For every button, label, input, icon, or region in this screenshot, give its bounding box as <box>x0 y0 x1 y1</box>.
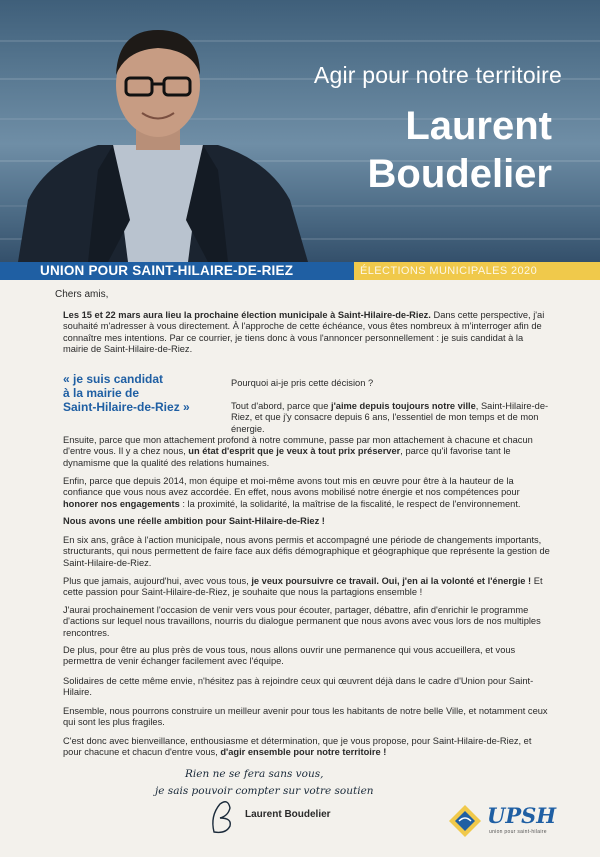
handwritten-line-1: Rien ne se fera sans vous, <box>185 768 324 780</box>
handwritten-line-2: je sais pouvoir compter sur votre soutien <box>155 785 374 797</box>
paragraph-continue: Plus que jamais, aujourd'hui, avec vous tous, je veux poursuivre ce travail. Oui, j'en ai la volonté et l'énergie ! Et cette passion pour Saint-Hilaire-de-Riez, je souhaite que nous la partagions ensemble ! <box>63 576 543 598</box>
paragraph-since-2014: Enfin, parce que depuis 2014, mon équipe et moi-même avons tout mis en œuvre pour être à la hauteur de la confiance que vous nous avez accordée. En effet, nous avons mobilisé notre énergie et nos compétences pour honorer nos engagements : la proximité, la solidarité, la maîtrise de la fiscalité, le respect de l'environnement. <box>63 476 521 509</box>
paragraph-together: Ensemble, nous pourrons construire un meilleur avenir pour tous les habitants de notre belle Ville, et notamment ceux qui sont les plus fragiles. <box>63 706 548 728</box>
candidate-portrait <box>18 20 308 262</box>
logo-subtext: union pour saint-hilaire <box>489 829 547 835</box>
pull-quote: « je suis candidat à la mairie de Saint-Hilaire-de-Riez » <box>63 372 190 414</box>
paragraph-meetings: J'aurai prochainement l'occasion de venir vers vous pour écouter, partager, débattre, afin d'enrichir le programme d'actions sur lequel nous travaillons, nourris du dialogue permanent que nous avons avec vous lors de nos multiples rencontres. <box>63 605 541 638</box>
paragraph-six-years: En six ans, grâce à l'action municipale, nous avons permis et accompagné une période de changements importants, structurants, qui nous permettent de faire face aux défis démographique et géographique que représente la gestion de Saint-Hilaire-de-Riez. <box>63 535 550 568</box>
logo-text: UPSH <box>487 803 557 828</box>
paragraph-why: Pourquoi ai-je pris cette décision ? Tout d'abord, parce que j'aime depuis toujours notre ville, Saint-Hilaire-de-Riez, et que j'y consacre depuis 6 ans, l'essentiel de mon temps et de mon énergie. <box>231 378 549 434</box>
candidate-last-name: Boudelier <box>367 152 552 196</box>
paragraph-attachment: Ensuite, parce que mon attachement profond à notre commune, passe par mon attachement à chacune et chacun d'entre vous. Il y a chez nous, un état d'esprit que je veux à tout prix préserver, parce qu'il favorise tant le dynamisme que la qualité des relations humaines. <box>63 435 533 468</box>
candidate-first-name: Laurent <box>405 104 552 148</box>
upsh-logo <box>447 801 557 841</box>
paragraph-join: Solidaires de cette même envie, n'hésitez pas à rejoindre ceux qui œuvrent déjà dans le cadre d'Union pour Saint-Hilaire. <box>63 676 534 698</box>
paragraph-conclusion: C'est donc avec bienveillance, enthousiasme et détermination, que je vous propose, pour Saint-Hilaire-de-Riez, et pour chacune et chacun d'entre vous, d'agir ensemble pour notre territoire ! <box>63 736 532 758</box>
signature-scribble <box>208 796 244 836</box>
paragraph-office: De plus, pour être au plus près de vous tous, nous allons ouvrir une permanence qui vous accueillera, et vous permettra de venir échanger facilement avec l'équipe. <box>63 645 516 667</box>
header-photo <box>0 0 600 262</box>
greeting: Chers amis, <box>55 289 109 300</box>
tagline: Agir pour notre territoire <box>313 62 562 88</box>
election-label: ÉLECTIONS MUNICIPALES 2020 <box>360 265 538 277</box>
paragraph-intro: Les 15 et 22 mars aura lieu la prochaine élection municipale à Saint-Hilaire-de-Riez. Dans cette perspective, j'ai souhaité m'adresser à vous directement. À l'approche de cette échéance, vous êtes nombreux à m'interroger afin de connaître mes intentions. Par ce courrier, je tiens donc à vous l'annoncer personnellement : je suis candidat à la mairie de Saint-Hilaire-de-Riez. <box>63 310 545 355</box>
paragraph-ambition: Nous avons une réelle ambition pour Saint-Hilaire-de-Riez ! <box>63 516 325 526</box>
party-name: UNION POUR SAINT-HILAIRE-DE-RIEZ <box>40 263 294 278</box>
signature-name: Laurent Boudelier <box>245 809 331 820</box>
